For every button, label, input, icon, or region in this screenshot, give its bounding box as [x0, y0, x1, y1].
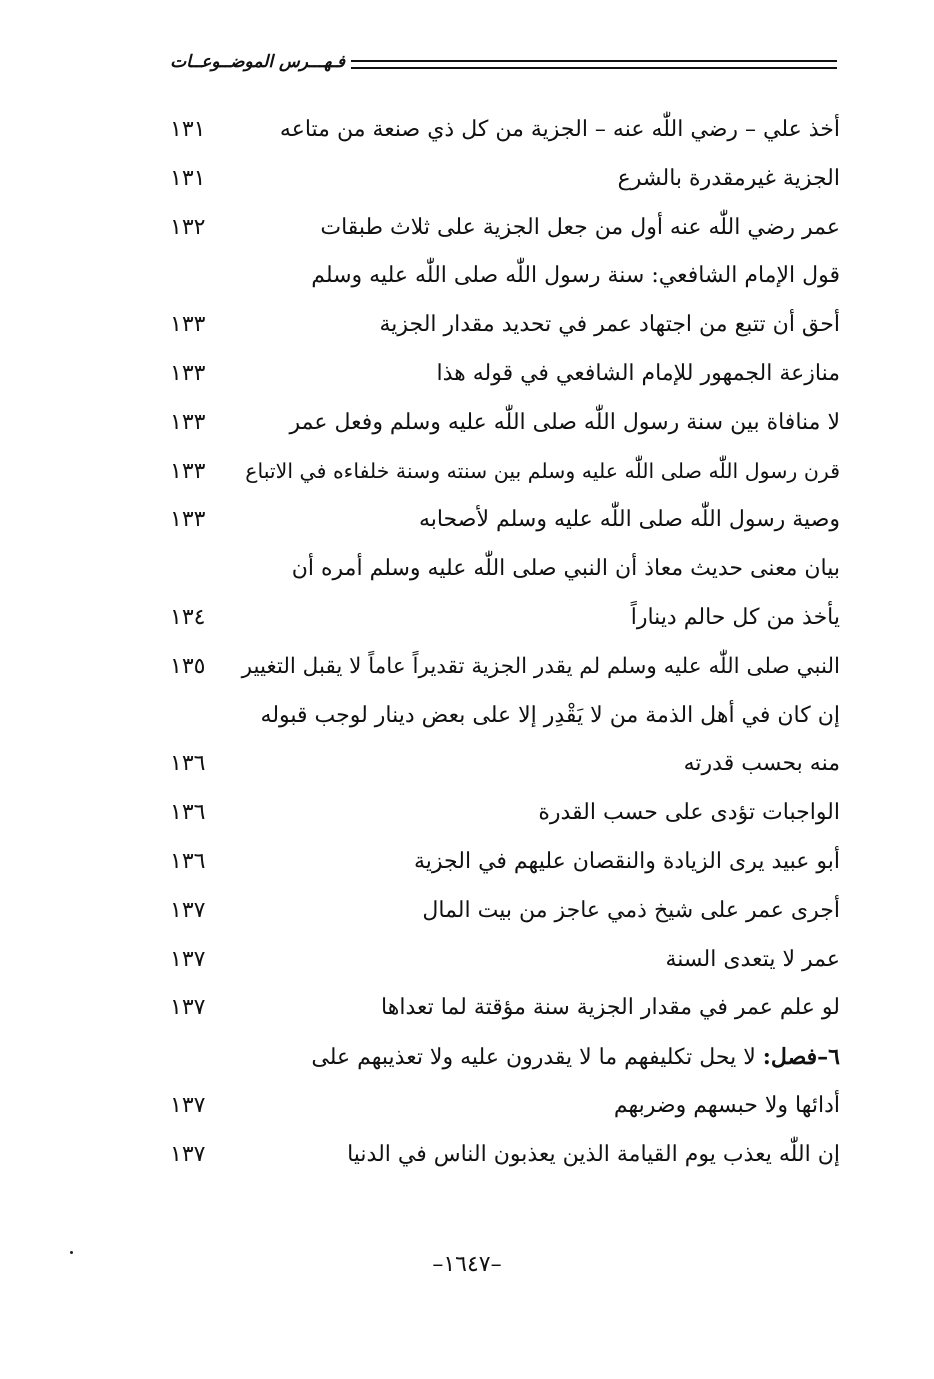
toc-entry-title: يأخذ من كل حالم ديناراً	[630, 604, 840, 630]
toc-entry	[150, 650, 840, 699]
header-rule	[351, 60, 837, 62]
toc-entry-page: ١٣٧	[170, 1092, 206, 1118]
toc-entry	[150, 357, 840, 406]
toc-entry-title: الواجبات تؤدى على حسب القدرة	[538, 800, 840, 826]
toc-entry-page: ١٣١	[170, 165, 206, 191]
toc-entry	[150, 845, 840, 894]
toc-entry	[150, 308, 840, 357]
toc-entry-page: ١٣٧	[170, 1141, 206, 1167]
toc-entry-page: ١٣٣	[170, 507, 206, 533]
toc-entry-page: ١٣٢	[170, 214, 206, 240]
toc-entry-page: ١٣٥	[170, 653, 206, 679]
toc-entry-title: منه بحسب قدرته	[683, 751, 840, 777]
toc-entry	[150, 503, 840, 552]
toc-entry-title: أبو عبيد يرى الزيادة والنقصان عليهم في الجزية	[414, 848, 840, 874]
toc-entry-page: ١٣٧	[170, 946, 206, 972]
toc-entry-title: النبي صلى اللّٰه عليه وسلم لم يقدر الجزية تقديراً عاماً لا يقبل التغيير	[241, 653, 840, 679]
toc-entry-title	[311, 1044, 840, 1070]
toc-entry-title: أحق أن تتبع من اجتهاد عمر في تحديد مقدار الجزية	[379, 312, 840, 338]
toc-entry-title: إن اللّٰه يعذب يوم القيامة الذين يعذبون الناس في الدنيا	[347, 1141, 840, 1167]
toc-entry	[150, 455, 840, 504]
header-rule	[351, 67, 837, 69]
toc-entry	[150, 162, 840, 211]
toc-entry-page: ١٣٣	[170, 409, 206, 435]
section-number: ٦–	[817, 1044, 840, 1071]
table-of-contents	[150, 113, 840, 1187]
toc-entry-page: ١٣٦	[170, 751, 206, 777]
toc-entry-page: ١٣٤	[170, 604, 206, 630]
toc-entry-page: ١٣٣	[170, 360, 206, 386]
toc-entry-page: ١٣٧	[170, 995, 206, 1021]
toc-entry-page: ١٣٦	[170, 800, 206, 826]
toc-entry-title: عمر لا يتعدى السنة	[665, 946, 840, 972]
page-number: –١٦٤٧–	[432, 1252, 502, 1277]
section-label: فصل:	[762, 1044, 818, 1071]
toc-entry-title: قرن رسول اللّٰه صلى اللّٰه عليه وسلم بين سنته وسنة خلفاءه في الاتباع	[245, 458, 840, 483]
toc-entry	[150, 699, 840, 748]
toc-entry	[150, 943, 840, 992]
toc-entry-title: منازعة الجمهور للإمام الشافعي في قوله هذا	[436, 360, 840, 386]
toc-entry-title: أخذ علي – رضي اللّٰه عنه – الجزية من كل ذي صنعة من متاعه	[279, 117, 840, 142]
toc-entry	[150, 406, 840, 455]
toc-entry	[150, 796, 840, 845]
toc-entry	[150, 552, 840, 601]
section-title: لا يحل تكليفهم ما لا يقدرون عليه ولا تعذيبهم على	[311, 1045, 763, 1071]
toc-entry	[150, 1040, 840, 1089]
toc-entry	[150, 894, 840, 943]
toc-entry-page: ١٣٧	[170, 897, 206, 923]
toc-entry	[150, 601, 840, 650]
toc-entry	[150, 259, 840, 308]
toc-entry-title: لا منافاة بين سنة رسول اللّٰه صلى اللّٰه عليه وسلم وفعل عمر	[289, 409, 840, 435]
toc-entry	[150, 211, 840, 260]
toc-entry-page: ١٣٣	[170, 458, 206, 484]
running-header	[133, 52, 837, 82]
toc-entry	[150, 113, 840, 162]
toc-entry	[150, 991, 840, 1040]
toc-entry-title: إن كان في أهل الذمة من لا يَقْدِر إلا على بعض دينار لوجب قبوله	[260, 702, 840, 728]
toc-entry-title: أدائها ولا حبسهم وضربهم	[613, 1092, 840, 1118]
toc-entry-title: الجزية غيرمقدرة بالشرع	[617, 165, 840, 191]
toc-entry-page: ١٣١	[170, 117, 206, 142]
toc-entry	[150, 747, 840, 796]
toc-entry-page: ١٣٦	[170, 848, 206, 874]
toc-entry-page: ١٣٣	[170, 312, 206, 338]
toc-entry-title: أجرى عمر على شيخ ذمي عاجز من بيت المال	[422, 897, 840, 923]
toc-entry	[150, 1138, 840, 1187]
toc-entry-title: لو علم عمر في مقدار الجزية سنة مؤقتة لما تعداها	[381, 995, 840, 1021]
toc-entry-title: وصية رسول اللّٰه صلى اللّٰه عليه وسلم لأصحابه	[418, 507, 840, 533]
toc-entry-title: بيان معنى حديث معاذ أن النبي صلى اللّٰه عليه وسلم أمره أن	[291, 556, 840, 582]
toc-entry-title: عمر رضي اللّٰه عنه أول من جعل الجزية على ثلاث طبقات	[320, 214, 840, 240]
toc-entry-title: قول الإمام الشافعي: سنة رسول اللّٰه صلى اللّٰه عليه وسلم	[311, 263, 840, 289]
toc-entry	[150, 1089, 840, 1138]
header-title: فـهـــرس الموضــوعــات	[170, 52, 345, 72]
